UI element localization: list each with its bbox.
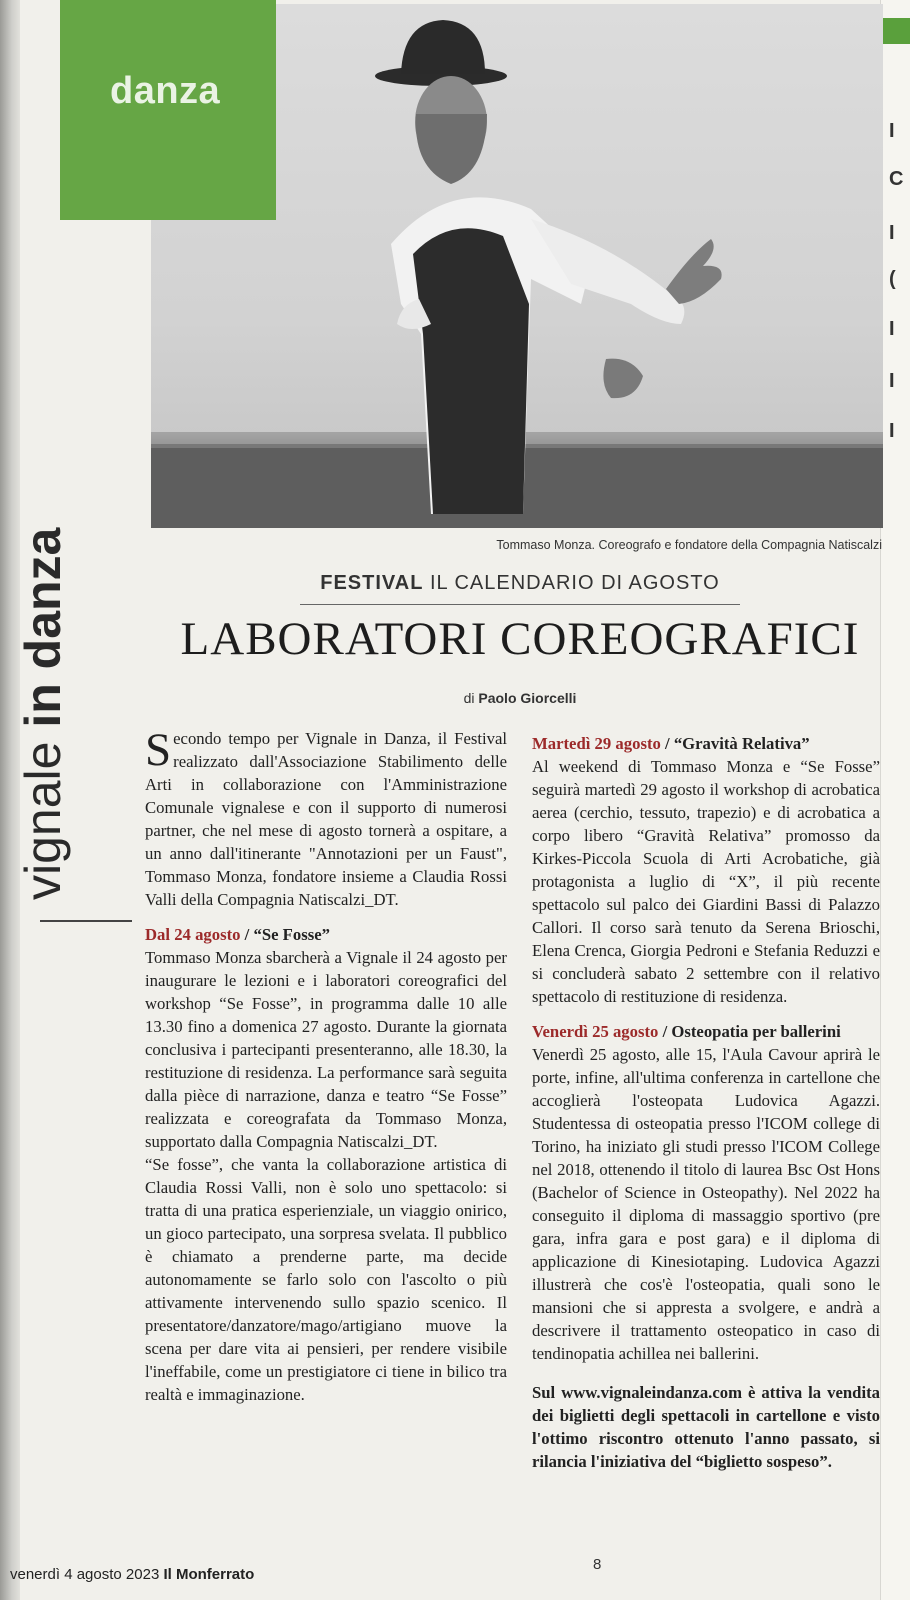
edge-fragment: C [889,168,904,190]
subhead-osteopatia [532,1020,880,1043]
subhead-title: / “Se Fosse” [240,925,330,944]
page-number: 8 [593,1556,602,1573]
edge-fragment: I [889,222,895,244]
edge-fragment: I [889,420,895,442]
byline-prefix: di [463,690,479,706]
subhead-gravita-relativa [532,732,880,755]
intro-paragraph [145,724,507,911]
edge-fragment: ( [889,268,896,290]
footer-paper: Il Monferrato [163,1566,255,1583]
paragraph-se-fosse: Tommaso Monza sbarcherà a Vignale il 24 agosto per inaugurare le lezioni e i laboratori coreografici del workshop “Se Fosse”, in programma dalle 10 alle 13.30 fino a domenica 27 agosto. Durante la giornata conclusiva i partecipanti presenteranno, alle 18.30, la restituzione di residenza. La performance sarà seguita dalla pièce di narrazione, danza e teatro “Se Fosse” realizzata e coreografata da Tommaso Monza, supportato dalla Compagnia Natiscalzi_DT. [145,948,507,1151]
article-column-right [532,732,880,1473]
paragraph-gravita-relativa: Al weekend di Tommaso Monza e “Se Fosse” seguirà martedì 29 agosto il workshop di acrobatica aerea (cerchio, tessuto, trapezio) e di acrobatica a corpo libero “Gravità Relativa” promosso da Kirkes-Piccola Scuola di Arti Acrobatiche, già protagonista a luglio di “X”, il più recente spettacolo sul palco dei Giardini Bassi di Palazzo Callori. Il corso sarà tenuto da Serena Brioschi, Elena Crenca, Giorgia Pedroni e Stefania Reduzzi e si concluderà sabato 2 settembre con il relativo spettacolo di restituzione di residenza. [532,757,880,1006]
kicker [160,572,880,595]
next-page-green-block [883,18,910,44]
kicker-rest: IL CALENDARIO DI AGOSTO [423,572,720,594]
side-title-bold: in danza [15,527,71,728]
subhead-date: Martedì 29 agosto [532,734,661,753]
intro-text: econdo tempo per Vignale in Danza, il Festival realizzato dall'Associazione Stabilimento delle Arti in collaborazione con l'Amministrazione Comunale vignalese e con il supporto di numerosi partner, che nel mese di agosto tornerà a ospitare, a un anno dall'itinerante "Annotazioni per un Faust", Tommaso Monza, fondatore insieme a Claudia Rossi Valli della Compagnia Natiscalzi_DT. [145,729,507,909]
subhead-title: / “Gravità Relativa” [660,734,810,753]
byline-author: Paolo Giorcelli [478,690,577,706]
edge-fragment: I [889,120,895,142]
drop-cap: S [145,724,172,776]
vertical-section-title [15,527,71,900]
side-title-rule [40,920,132,922]
section-tag [60,0,276,220]
paragraph-tickets: Sul www.vignaleindanza.com è attiva la vendita dei biglietti degli spettacoli in cartellone e visto l'ottimo riscontro ottenuto l'anno passato, si rilancia l'iniziativa del “biglietto sospeso”. [532,1383,880,1471]
footer-dateline [10,1566,254,1583]
subhead-se-fosse [145,923,507,946]
side-title-light: vignale [15,727,71,900]
subhead-date: Venerdì 25 agosto [532,1022,659,1041]
paragraph-osteopatia: Venerdì 25 agosto, alle 15, l'Aula Cavour aprirà le porte, infine, all'ultima conferenza in cartellone che accoglierà l'osteopata Ludovica Agazzi. Studentessa di osteopatia presso l'ICOM college di Torino, ha iniziato gli studi presso l'ICOM College nel 2018, ottenendo il titolo di laurea Bsc Ost Hons (Bachelor of Science in Osteopathy). Nel 2022 ha conseguito il diploma di massaggio sportivo (pre gara, infra gara e post gara) e il diploma di applicazione di Kinesiotaping. Ludovica Agazzi illustrerà che cos'è l'osteopatia, quali sono le mansioni che si appresta a svolgere, e andrà a descrivere il trattamento osteopatico in caso di tendinopatia achillea nei ballerini. [532,1045,880,1363]
subhead-date: Dal 24 agosto [145,925,241,944]
kicker-bold: FESTIVAL [320,572,424,594]
edge-fragment: I [889,370,895,392]
photo-caption: Tommaso Monza. Coreografo e fondatore della Compagnia Natiscalzi [496,538,882,552]
footer-date: venerdì 4 agosto 2023 [10,1566,164,1583]
kicker-divider [300,604,740,605]
next-page-edge [880,0,910,1600]
section-label: danza [110,70,221,112]
byline [160,690,880,706]
edge-fragment: I [889,318,895,340]
article-column-left [145,724,507,1406]
headline: LABORATORI COREOGRAFICI [180,613,860,665]
paragraph-se-fosse-detail: “Se fosse”, che vanta la collaborazione artistica di Claudia Rossi Valli, non è solo uno spettacolo: si tratta di una pratica esperienziale, un viaggio onirico, un gioco partecipato, una sorpresa svelata. Il pubblico è chiamato a prenderne parte, ma decide autonomamente se farlo solo con l'ascolto o più attivamente intervenendo sullo spazio scenico. Il presentatore/danzatore/mago/artigiano muove la scena per dare vita ai pensieri, per rendere visibile l'ineffabile, come un prestigiatore ci tiene in bilico tra realtà e immaginazione. [145,1155,507,1404]
subhead-title: / Osteopatia per ballerini [658,1022,841,1041]
